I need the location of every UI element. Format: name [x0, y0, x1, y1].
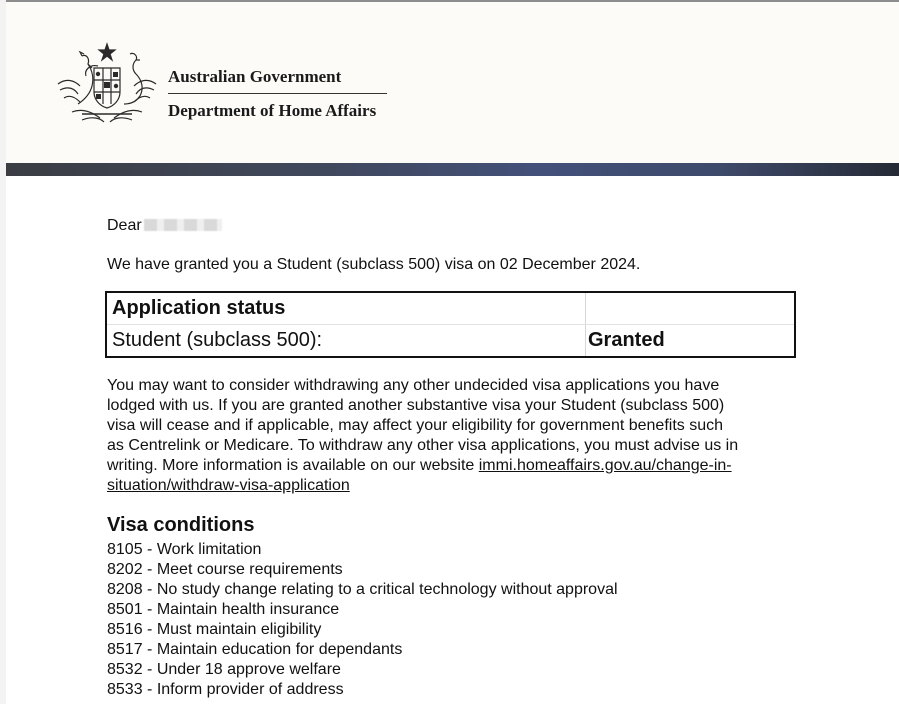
status-badge: Granted [588, 329, 665, 351]
withdraw-visa-link[interactable]: immi.homeaffairs.gov.au/change-in- [478, 457, 732, 474]
list-item: 8202 - Meet course requirements [107, 561, 343, 578]
visa-conditions-heading: Visa conditions [107, 514, 255, 536]
commonwealth-coat-of-arms-icon [52, 42, 162, 126]
table-row-divider [107, 324, 794, 325]
redacted-name [144, 219, 222, 231]
salutation-text: Dear [107, 217, 142, 234]
list-item: 8208 - No study change relating to a critical technology without approval [107, 581, 618, 598]
list-item: 8501 - Maintain health insurance [107, 601, 340, 618]
list-item: 8105 - Work limitation [107, 541, 262, 558]
paragraph-line: as Centrelink or Medicare. To withdraw any other visa applications, you must advise us in [107, 437, 739, 454]
letterhead-banner [6, 163, 899, 176]
list-item: 8533 - Inform provider of address [107, 681, 344, 698]
status-table-heading: Application status [112, 297, 286, 319]
paragraph-line: lodged with us. If you are granted another substantive visa your Student (subclass 500) [107, 397, 725, 414]
application-status-table [105, 291, 796, 358]
letterhead-divider [168, 93, 387, 94]
paragraph-line-prefix: writing. More information is available on our website [107, 457, 479, 474]
government-name: Australian Government [168, 67, 342, 86]
paragraph-line: visa will cease and if applicable, may affect your eligibility for government benefits such [107, 417, 724, 434]
paragraph-line [107, 456, 787, 476]
salutation [107, 216, 222, 236]
paragraph-line [107, 476, 787, 496]
paragraph-line: You may want to consider withdrawing any other undecided visa applications you have [107, 377, 720, 394]
list-item: 8517 - Maintain education for dependants [107, 641, 403, 658]
department-name: Department of Home Affairs [168, 101, 377, 120]
visa-conditions-list [107, 540, 618, 700]
list-item: 8516 - Must maintain eligibility [107, 621, 322, 638]
withdrawal-paragraph [107, 376, 787, 496]
list-item: 8532 - Under 18 approve welfare [107, 661, 341, 678]
grant-sentence: We have granted you a Student (subclass 500) visa on 02 December 2024. [107, 256, 641, 273]
status-visa-label: Student (subclass 500): [112, 329, 323, 351]
withdraw-visa-link-continued[interactable]: situation/withdraw-visa-application [107, 477, 350, 494]
